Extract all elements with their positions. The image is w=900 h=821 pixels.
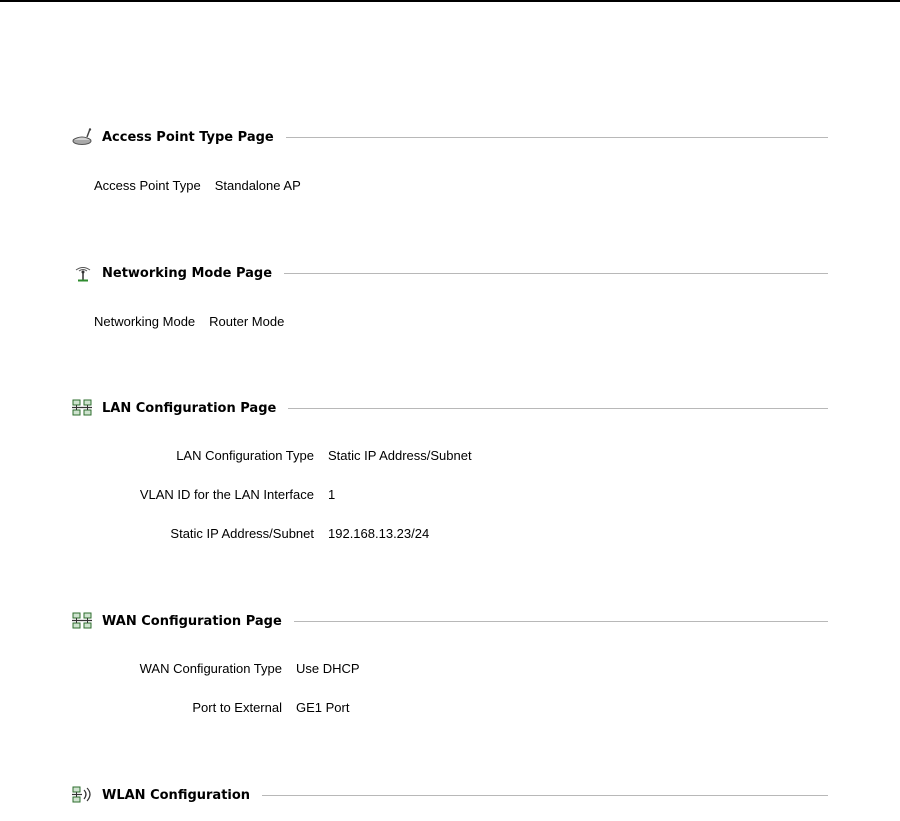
- field-label: LAN Configuration Type: [176, 448, 314, 463]
- antenna-icon: [72, 264, 94, 282]
- access-point-icon: [72, 128, 94, 146]
- field-label: Access Point Type: [94, 178, 201, 193]
- field-label: Port to External: [192, 700, 282, 715]
- section-divider: [294, 621, 828, 622]
- field-value: 1: [328, 487, 336, 502]
- section-divider: [288, 408, 828, 409]
- section-header: [72, 785, 828, 805]
- field-label: VLAN ID for the LAN Interface: [139, 487, 314, 502]
- section-header: [72, 398, 828, 418]
- section-header: [72, 127, 828, 147]
- field-value: Standalone AP: [214, 178, 301, 193]
- section-title: Access Point Type Page: [102, 129, 274, 145]
- network-icon: [72, 399, 94, 417]
- field-row: [92, 660, 360, 678]
- section-header: [72, 611, 828, 631]
- field-row: [94, 177, 301, 195]
- network-icon: [72, 612, 94, 630]
- section-title: Networking Mode Page: [102, 265, 273, 281]
- section-title: LAN Configuration Page: [102, 400, 277, 416]
- field-row: [94, 313, 284, 331]
- field-value: GE1 Port: [296, 700, 350, 715]
- field-row: [94, 486, 335, 504]
- field-value: 192.168.13.23/24: [328, 526, 430, 541]
- field-label: Networking Mode: [94, 314, 196, 329]
- section-divider: [262, 795, 828, 796]
- field-row: [94, 525, 429, 543]
- field-value: Router Mode: [209, 314, 285, 329]
- field-row: [94, 447, 472, 465]
- section-divider: [284, 273, 828, 274]
- field-value: Use DHCP: [296, 661, 360, 676]
- field-label: WAN Configuration Type: [139, 661, 282, 676]
- field-value: Static IP Address/Subnet: [328, 448, 472, 463]
- field-row: [92, 699, 349, 717]
- section-divider: [286, 137, 828, 138]
- field-label: Static IP Address/Subnet: [170, 526, 314, 541]
- top-border: [0, 0, 900, 2]
- section-header: [72, 263, 828, 283]
- section-title: WLAN Configuration: [102, 787, 251, 803]
- wireless-network-icon: [72, 786, 94, 804]
- section-title: WAN Configuration Page: [102, 613, 282, 629]
